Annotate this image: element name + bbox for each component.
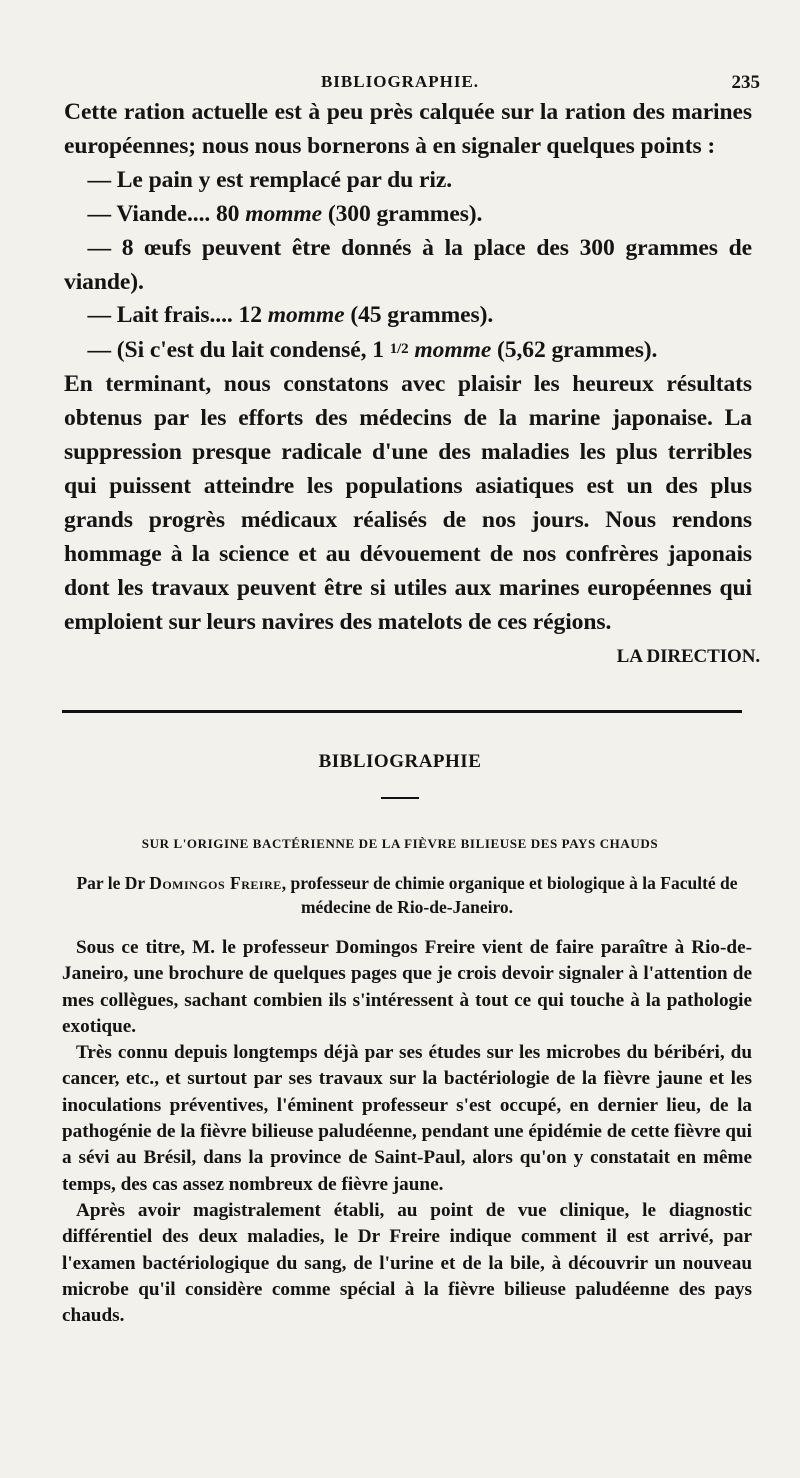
ration-item-eggs: — 8 œufs peuvent être donnés à la place des 300 grammes de viande).: [64, 234, 752, 295]
ration-item-milk: — Lait frais.... 12 momme (45 grammes).: [87, 302, 494, 329]
author-name: Domingos Freire: [149, 873, 282, 893]
review-body: [62, 935, 752, 1329]
ration-item-condensed-milk: — (Si c'est du lait condensé, 1 1/2 momme (5,62 grammes).: [87, 337, 658, 364]
running-head-title: BIBLIOGRAPHIE.: [320, 72, 480, 91]
article-body: [64, 96, 760, 673]
ration-item-meat: — Viande.... 80 momme (300 grammes).: [87, 200, 483, 227]
title-underline: [381, 797, 419, 799]
section-divider: [62, 710, 742, 713]
running-head: [0, 72, 800, 96]
ration-item-bread: — Le pain y est remplacé par du riz.: [87, 166, 452, 193]
review-paragraph: Sous ce titre, M. le professeur Domingos Freire vient de faire paraître à Rio-de-Janeiro, une brochure de quelques pages que je crois devoir signaler à l'attention de mes collègues, sachant combien ils s'intéressent à tout ce qui touche à la pathologie exotique.: [62, 937, 752, 1037]
review-byline: Par le Dr Domingos Freire, professeur de chimie organique et biologique à la Faculté de médecine de Rio-de-Janeiro.: [76, 873, 738, 917]
article-conclusion: En terminant, nous constatons avec plaisir les heureux résultats obtenus par les efforts des médecins de la marine japonaise. La suppression presque radicale d'une des maladies les plus terribles qui puissent atteindre les populations asiatiques est un des plus grands progrès médicaux réalisés de nos jours. Nous rendons hommage à la science et au dévouement de nos confrères japonais dont les travaux peuvent être si utiles aux marines européennes qui emploient sur leurs navires des matelots de ces régions.: [64, 371, 752, 635]
signature: LA DIRECTION.: [616, 645, 760, 667]
article-intro: Cette ration actuelle est à peu près calquée sur la ration des marines européennes; nous nous bornerons à en signaler quelques points :: [64, 99, 752, 159]
review-paragraph: Très connu depuis longtemps déjà par ses études sur les microbes du béribéri, du cancer, etc., et surtout par ses travaux sur la bactériologie de la fièvre jaune et les inoculations préventives, l'éminent professeur s'est occupé, en dernier lieu, de la pathogénie de la fièvre bilieuse paludéenne, pendant une épidémie de cette fièvre qui a sévi au Brésil, dans la province de Saint-Paul, alors qu'on y constatait en même temps, des cas assez nombreux de fièvre jaune.: [62, 1042, 752, 1195]
review-title: SUR L'ORIGINE BACTÉRIENNE DE LA FIÈVRE BILIEUSE DES PAYS CHAUDS: [141, 836, 659, 851]
page-number: 235: [731, 72, 760, 93]
section-title: BIBLIOGRAPHIE: [318, 751, 482, 772]
review-paragraph: Après avoir magistralement établi, au point de vue clinique, le diagnostic différentiel des deux maladies, le Dr Freire indique comment il est arrivé, par l'examen bactériologique du sang, de l'urine et de la bile, à découvrir un nouveau microbe qu'il considère comme spécial à la fièvre bilieuse paludéenne des pays chauds.: [62, 1199, 752, 1327]
